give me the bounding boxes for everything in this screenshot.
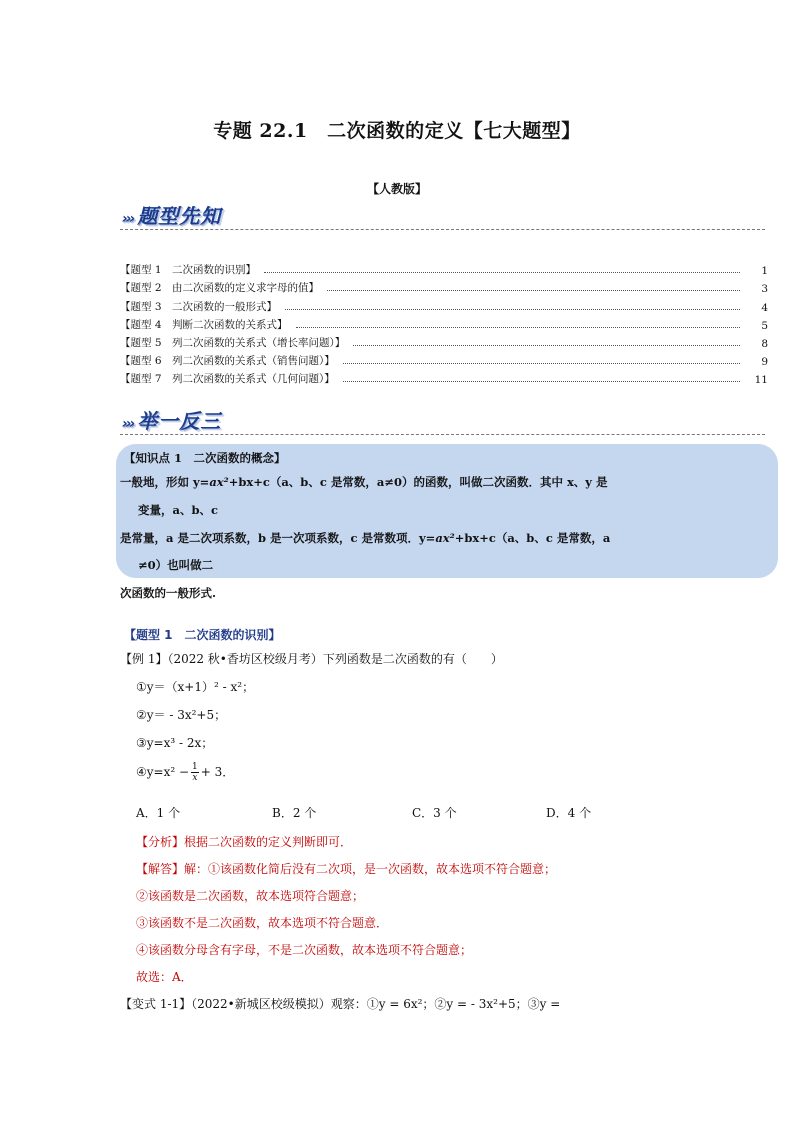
page-title: 专题 22.1 二次函数的定义【七大题型】 [213,120,581,142]
function-item: ④y=x² − $\frac{1}{x}$ + 3． [136,762,235,783]
toc-item[interactable]: 【题型 2 由二次函数的定义求字母的值】 3 [120,282,768,296]
knowledge-title: 【知识点 1 二次函数的概念】 [124,451,286,465]
arrows-icon: ››› [122,211,134,227]
section-heading: 【题型 1 二次函数的识别】 [124,628,281,642]
solution-text: ④该函数分母含有字母，不是二次函数，故本选项不符合题意； [136,943,473,957]
edition-label: 【人教版】 [366,182,427,196]
divider [120,229,765,230]
knowledge-line: 一般地，形如 y=ax²+bx+c（a、b、c 是常数，a≠0）的函数，叫做二次函数．其中 x、y 是 [120,475,608,489]
option-a[interactable]: A．1 个 [136,806,181,820]
solution-text: 【解答】解：①该函数化简后没有二次项，是一次函数，故本选项不符合题意； [136,862,557,876]
divider [120,434,765,435]
fraction: $\frac{1}{x}$ [192,762,198,783]
function-item: ①y＝（x+1）² - x²； [136,680,255,694]
banner-text: 举一反三 [137,409,222,433]
toc-item[interactable]: 【题型 1 二次函数的识别】 1 [120,264,768,278]
toc-item[interactable]: 【题型 6 列二次函数的关系式（销售问题）】 9 [120,355,768,369]
solution-text: ②该函数是二次函数，故本选项符合题意； [136,889,365,903]
variant-question: 【变式 1-1】（2022•新城区校级模拟）观察：①y = 6x²；②y = - 3x²+5；③y = [120,997,561,1011]
analysis-text: 【分析】根据二次函数的定义判断即可． [136,835,353,849]
toc-item[interactable]: 【题型 3 二次函数的一般形式】 4 [120,300,768,314]
knowledge-line: 次函数的一般形式. [120,586,217,600]
banner-examples [122,405,221,434]
knowledge-line: ≠0）也叫做二 [138,558,214,572]
example-question: 【例 1】（2022 秋•香坊区校级月考）下列函数是二次函数的有（ ） [120,652,503,666]
answer-choice: 故选：A． [136,970,193,984]
table-of-contents [120,259,768,386]
option-b[interactable]: B．2 个 [272,806,317,820]
option-c[interactable]: C．3 个 [412,806,457,820]
function-item: ②y＝ - 3x²+5； [136,708,227,722]
arrows-icon: ››› [122,416,134,432]
toc-item[interactable]: 【题型 7 列二次函数的关系式（几何问题）】 11 [120,373,768,387]
banner-question-types [122,200,221,229]
knowledge-line: 变量，a、b、c [138,503,218,517]
banner-text: 题型先知 [137,204,222,228]
knowledge-line: 是常量，a 是二次项系数，b 是一次项系数，c 是常数项．y=ax²+bx+c（a、b、c 是常数，a [120,531,611,545]
solution-text: ③该函数不是二次函数，故本选项不符合题意． [136,916,389,930]
toc-item[interactable]: 【题型 4 判断二次函数的关系式】 5 [120,318,768,332]
function-item: ③y=x³ - 2x； [136,736,214,750]
toc-item[interactable]: 【题型 5 列二次函数的关系式（增长率问题）】 8 [120,336,768,350]
option-d[interactable]: D．4 个 [546,806,592,820]
